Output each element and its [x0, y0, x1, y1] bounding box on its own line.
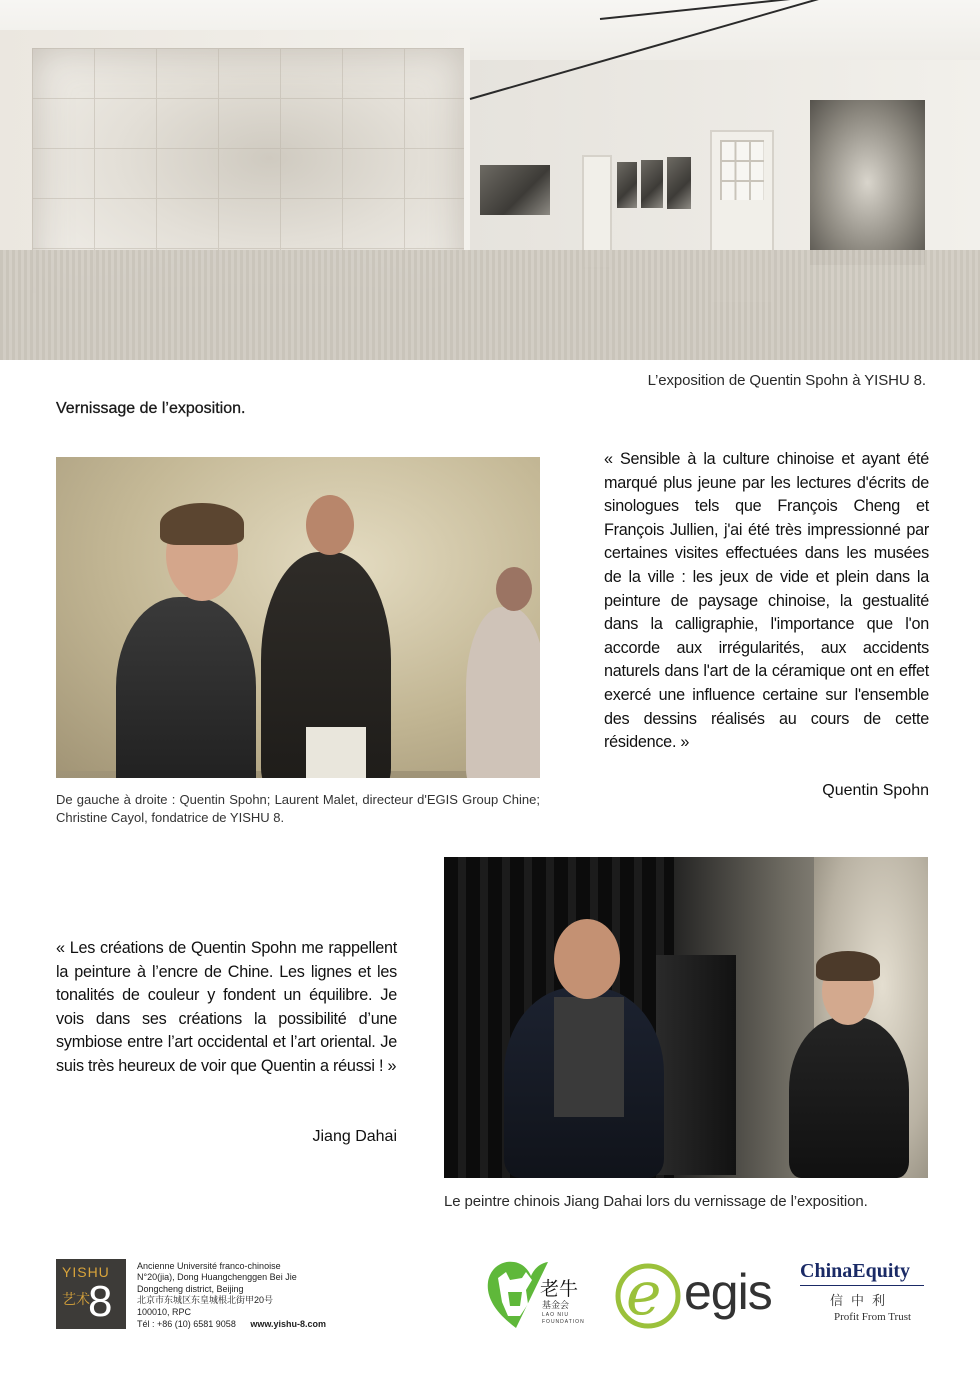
gallery-floor	[0, 250, 980, 360]
yishu-address	[137, 1261, 367, 1330]
jiang-dahai-photo	[444, 857, 928, 1178]
gallery-artwork	[480, 165, 550, 215]
address-line: Ancienne Université franco-chinoise	[137, 1261, 281, 1271]
egis-e-icon	[612, 1259, 682, 1329]
quote-jiang-author: Jiang Dahai	[312, 1128, 397, 1145]
laoniu-latin-sub-1: LAO NIU	[542, 1312, 570, 1318]
egis-e-letter: e	[626, 1259, 662, 1329]
person-hair	[816, 951, 880, 981]
section-heading: Vernissage de l’exposition.	[56, 400, 246, 417]
person-head	[554, 919, 620, 999]
laoniu-latin-sub-2: FOUNDATION	[542, 1319, 585, 1325]
vernissage-photo	[56, 457, 540, 778]
address-line: 北京市东城区东皇城根北街甲20号	[137, 1295, 274, 1306]
quote-jiang: « Les créations de Quentin Spohn me rappellent la peinture à l’encre de Chine. Les lignes et les tonalités de couleur y fondent un équilibre. Je vois dans ses créations la possibilité d’une symbiose entre l’art occidental et l’art oriental. Je suis très heureux de voir que Quentin a réussi ! »	[56, 939, 397, 1075]
yishu-logo-chinese: 艺术	[62, 1291, 90, 1307]
chinaequity-tagline: Profit From Trust	[834, 1311, 912, 1323]
person-scarf	[554, 997, 624, 1117]
laoniu-foundation-logo	[486, 1258, 586, 1330]
laoniu-chinese-name: 老牛	[540, 1278, 579, 1300]
egis-wordmark: egis	[684, 1264, 772, 1320]
gallery-artwork	[667, 157, 691, 209]
address-phone: Tél : +86 (10) 6581 9058	[137, 1319, 236, 1330]
quote-spohn: « Sensible à la culture chinoise et ayant été marqué plus jeune par les lectures d'écrits de sinologues tels que François Cheng et François Jullien, j'ai été très impressionné par certaines visites effectuées dans les musées de la ville : les jeux de vide et plein dans la peinture de paysage chinoise, la gestualité dans la calligraphie, l'importance que l'on accorde aux irrégularités, aux accidents naturels dans l'art de la céramique ont en effet exercé une influence certaine sur l'ensemble des dessins réalisés au cours de cette résidence. »	[604, 450, 929, 752]
person-quentin	[116, 597, 256, 778]
photo-air-conditioner	[656, 955, 736, 1175]
chinaequity-logo	[800, 1260, 930, 1323]
laoniu-chinese-sub: 基金会	[542, 1301, 570, 1311]
chinaequity-name: ChinaEquity	[800, 1260, 911, 1282]
yishu8-logo	[56, 1259, 126, 1329]
address-line: N°20(jia), Dong Huangchenggen Bei Jie	[137, 1272, 297, 1283]
address-line: Dongcheng district, Beijing	[137, 1283, 244, 1294]
gallery-artwork	[810, 100, 925, 265]
chinaequity-divider	[800, 1285, 924, 1286]
yishu-website[interactable]: www.yishu-8.com	[250, 1319, 327, 1330]
photo2-caption: Le peintre chinois Jiang Dahai lors du vernissage de l’exposition.	[444, 1193, 868, 1210]
gallery-caption: L’exposition de Quentin Spohn à YISHU 8.	[647, 372, 926, 389]
person-hair	[160, 503, 244, 545]
person-head	[306, 495, 354, 555]
chinaequity-chinese: 信中利	[830, 1294, 894, 1309]
yishu-logo-number: 8	[88, 1277, 113, 1326]
photo1-caption: De gauche à droite : Quentin Spohn; Laurent Malet, directeur d'EGIS Group Chine; Christine Cayol, fondatrice de YISHU 8.	[56, 792, 540, 825]
person-head	[496, 567, 532, 611]
gallery-artwork	[641, 160, 663, 208]
person-christine	[466, 607, 540, 778]
gallery-photo	[0, 0, 980, 360]
person-quentin	[789, 1017, 909, 1178]
person-trousers	[306, 727, 366, 778]
gallery-artwork	[617, 162, 637, 208]
yishu-logo-latin: YISHU	[62, 1264, 110, 1280]
address-line: 100010, RPC	[137, 1306, 192, 1317]
quote-spohn-author: Quentin Spohn	[822, 782, 929, 799]
